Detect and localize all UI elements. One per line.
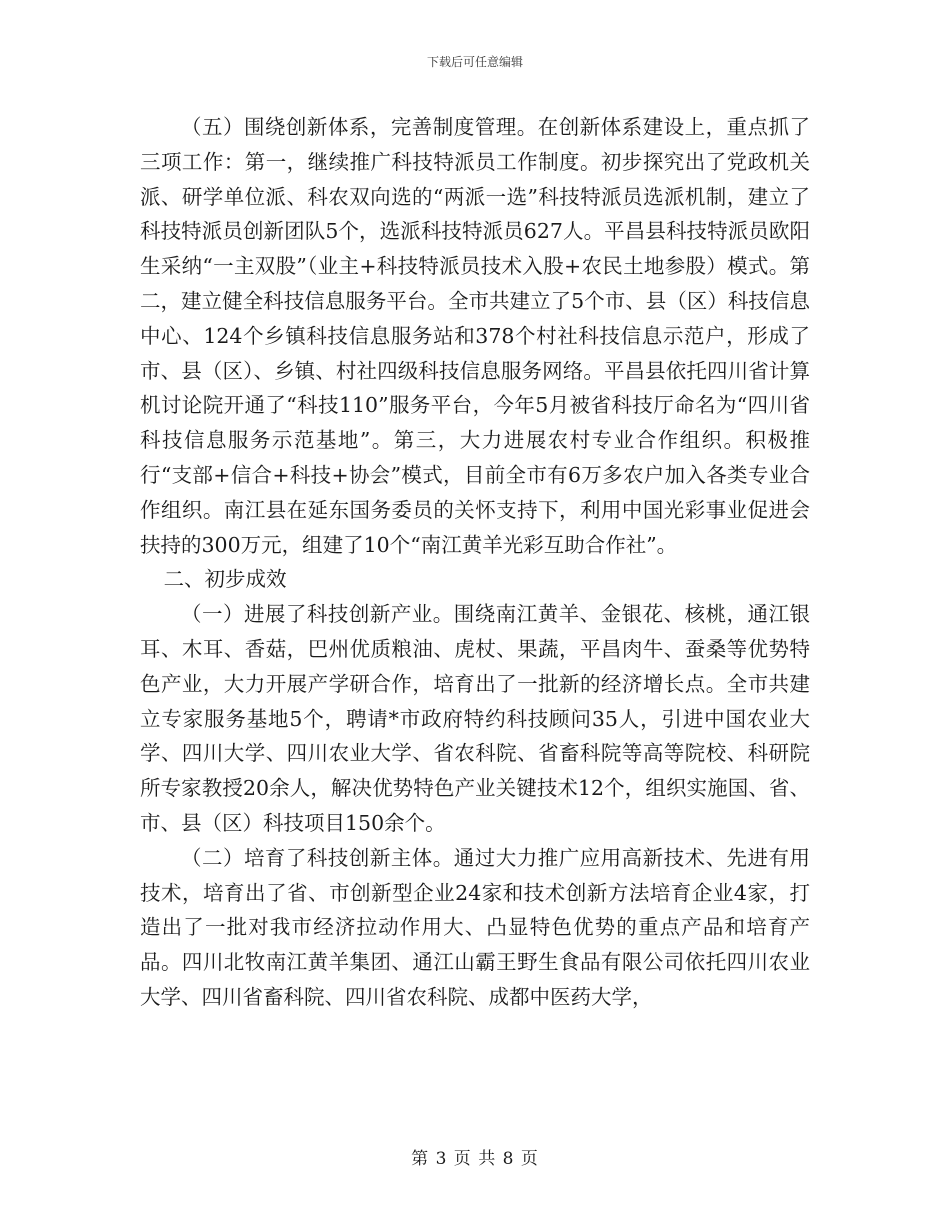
paragraph-innovation-system: （五）围绕创新体系，完善制度管理。在创新体系建设上，重点抓了三项工作：第一，继续推广科技特派员工作制度。初步探究出了党政机关派、研学单位派、科农双向选的“两派一选”科技特派员选派机制，建立了科技特派员创新团队5个，选派科技特派员627人。平昌县科技特派员欧阳生采纳“一主双股”（业主+科技特派员技术入股+农民土地参股）模式。第二，建立健全科技信息服务平台。全市共建立了5个市、县（区）科技信息中心、124个乡镇科技信息服务站和378个村社科技信息示范户，形成了市、县（区）、乡镇、村社四级科技信息服务网络。平昌县依托四川省计算机讨论院开通了“科技110”服务平台，今年5月被省科技厅命名为“四川省科技信息服务示范基地”。第三，大力进展农村专业合作组织。积极推行“支部+信合+科技+协会”模式，目前全市有6万多农户加入各类专业合作组织。南江县在延东国务委员的关怀支持下，利用中国光彩事业促进会扶持的300万元，组建了10个“南江黄羊光彩互助合作社”。 <box>140 115 810 557</box>
paragraph-innovation-subjects: （二）培育了科技创新主体。通过大力推广应用高新技术、先进有用技术，培育出了省、市创新型企业24家和技术创新方法培育企业4家，打造出了一批对我市经济拉动作用大、凸显特色优势的重点产品和培育产品。四川北牧南江黄羊集团、通江山霸王野生食品有限公司依托四川农业大学、四川省畜科院、四川省农科院、成都中医药大学， <box>140 845 810 1009</box>
document-body <box>140 110 810 1015</box>
page-number-footer: 第 3 页 共 8 页 <box>411 1149 539 1169</box>
page-header-note: 下载后可任意编辑 <box>426 55 523 69</box>
section-heading-preliminary-results: 二、初步成效 <box>163 567 287 592</box>
paragraph-innovation-industry: （一）进展了科技创新产业。围绕南江黄羊、金银花、核桃，通江银耳、木耳、香菇，巴州优质粮油、虎杖、果蔬，平昌肉牛、蚕桑等优势特色产业，大力开展产学研合作，培育出了一批新的经济增长点。全市共建立专家服务基地5个，聘请*市政府特约科技顾问35人，引进中国农业大学、四川大学、四川农业大学、省农科院、省畜科院等高等院校、科研院所专家教授20余人，解决优势特色产业关键技术12个，组织实施国、省、市、县（区）科技项目150余个。 <box>140 602 810 835</box>
